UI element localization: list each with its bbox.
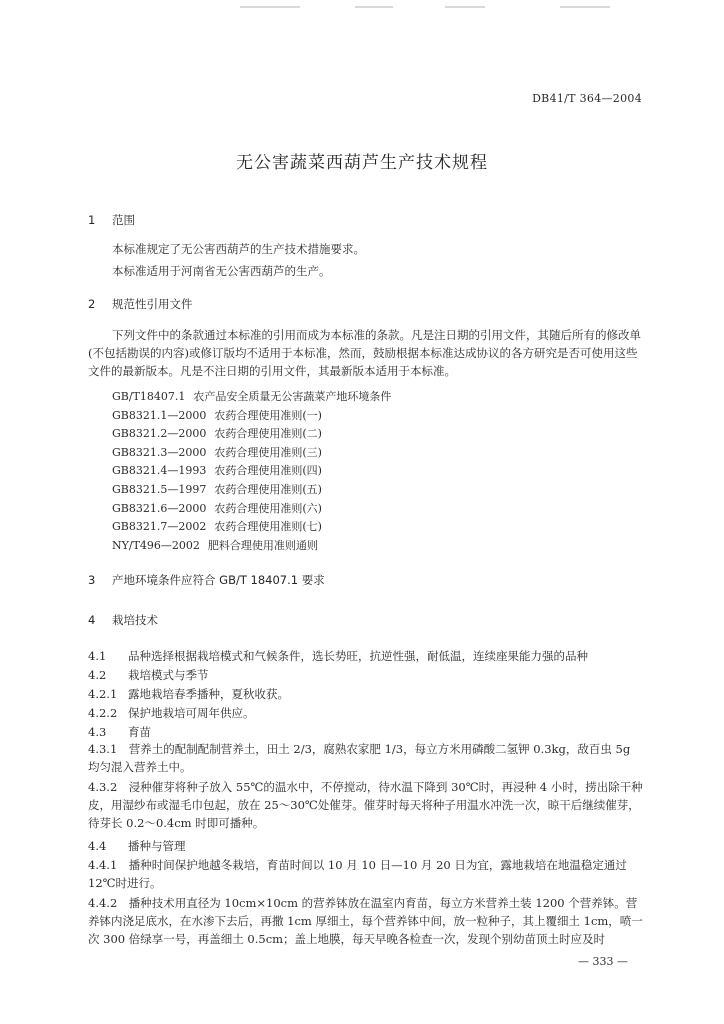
clause-4-4 xyxy=(88,838,186,854)
page-number: — 333 — xyxy=(578,955,628,968)
clause-number: 4.1 xyxy=(88,649,107,663)
reference-item xyxy=(112,481,391,500)
clause-number: 4.3 xyxy=(88,725,107,739)
page-title: 无公害蔬菜西葫芦生产技术规程 xyxy=(236,153,488,173)
clause-text: 育苗 xyxy=(128,725,151,739)
clause-text: 品种选择根据栽培模式和气候条件，选长势旺，抗逆性强，耐低温，连续座果能力强的品种 xyxy=(128,649,588,663)
reference-name: 农药合理使用准则(五) xyxy=(214,482,322,496)
reference-code: GB8321.4—1993 xyxy=(112,464,207,478)
reference-code: GB8321.2—2000 xyxy=(112,427,207,441)
scan-artifact xyxy=(560,6,610,8)
reference-code: NY/T496—2002 xyxy=(112,538,200,552)
reference-name: 农药合理使用准则(二) xyxy=(214,427,322,441)
section-title: 栽培技术 xyxy=(112,613,158,627)
reference-list xyxy=(112,388,391,555)
reference-item xyxy=(112,518,391,537)
section-number: 1 xyxy=(88,213,96,227)
reference-item xyxy=(112,407,391,426)
section-title: 范围 xyxy=(112,213,135,227)
reference-name: 农药合理使用准则(四) xyxy=(214,464,322,478)
clause-number: 4.2.1 xyxy=(88,687,118,701)
clause-4-3-2: 4.3.2 浸种催芽将种子放入 55℃的温水中，不停搅动，待水温下降到 30℃时，再浸种 4 小时，捞出除干种皮，用湿纱布或湿毛巾包起，放在 25～30℃处催芽。催芽时每天将种子用温水冲洗一次，晾干后继续催芽，待芽长 0.2～0.4cm 时即可播种。 xyxy=(88,780,643,830)
clause-4-2-2 xyxy=(88,705,255,721)
reference-code: GB8321.3—2000 xyxy=(112,445,207,459)
reference-code: GB8321.7—2002 xyxy=(112,520,207,534)
clause-4-2 xyxy=(88,667,209,683)
section-number: 3 xyxy=(88,573,96,587)
standard-number: DB41/T 364—2004 xyxy=(532,92,642,105)
section-title: 产地环境条件应符合 GB/T 18407.1 要求 xyxy=(112,573,325,587)
scan-artifact xyxy=(355,6,393,8)
clause-4-4-2: 4.4.2 播种技术用直径为 10cm×10cm 的营养钵放在温室内育苗，每立方米营养土装 1200 个营养钵。营养钵内浇足底水，在水渗下去后，再撒 1cm 厚细土，每个营养钵中间，放一粒种子，其上覆细土 1cm，喷一次 300 倍绿享一号，再盖细土 0.5cm；盖上地膜，每天早晚各检查一次，发现个别幼苗顶土时应及时 xyxy=(88,896,643,946)
reference-item xyxy=(112,444,391,463)
reference-code: GB8321.6—2000 xyxy=(112,501,207,515)
reference-item xyxy=(112,388,391,407)
section-1-paragraph: 本标准规定了无公害西葫芦的生产技术措施要求。 xyxy=(112,242,365,256)
section-title: 规范性引用文件 xyxy=(112,297,193,311)
section-4-heading xyxy=(88,612,158,628)
reference-name: 肥料合理使用准则通则 xyxy=(207,538,318,552)
clause-number: 4.2 xyxy=(88,668,107,682)
reference-code: GB8321.5—1997 xyxy=(112,482,207,496)
clause-4-4-1: 4.4.1 播种时间保护地越冬栽培，育苗时间以 10 月 10 日—10 月 20 日为宜，露地栽培在地温稳定通过 12℃时进行。 xyxy=(88,858,627,890)
reference-item xyxy=(112,425,391,444)
reference-name: 农药合理使用准则(三) xyxy=(214,445,322,459)
reference-item xyxy=(112,537,391,556)
section-1-heading xyxy=(88,212,135,228)
clause-text: 保护地栽培可周年供应。 xyxy=(128,706,255,720)
clause-number: 4.4 xyxy=(88,839,107,853)
reference-code: GB8321.1—2000 xyxy=(112,408,207,422)
section-2-intro: 下列文件中的条款通过本标准的引用而成为本标准的条款。凡是注日期的引用文件，其随后所有的修改单(不包括勘误的内容)或修订版均不适用于本标准，然而，鼓励根据本标准达成协议的各方研究是否可使用这些文件的最新版本。凡是不注日期的引用文件，其最新版本适用于本标准。 xyxy=(88,328,641,378)
reference-item xyxy=(112,500,391,519)
clause-4-3-1: 4.3.1 营养土的配制配制营养土，田土 2/3，腐熟农家肥 1/3，每立方米用磷酸二氢钾 0.3kg，敌百虫 5g 均匀混入营养土中。 xyxy=(88,742,631,774)
section-1-paragraph: 本标准适用于河南省无公害西葫芦的生产。 xyxy=(112,264,331,278)
section-2-heading xyxy=(88,296,193,312)
clause-4-2-1 xyxy=(88,686,289,702)
clause-4-3 xyxy=(88,724,151,740)
reference-code: GB/T18407.1 xyxy=(112,390,186,403)
scan-artifact xyxy=(240,6,300,8)
reference-name: 农产品安全质量无公害蔬菜产地环境条件 xyxy=(193,390,392,403)
clause-text: 露地栽培春季播种，夏秋收获。 xyxy=(128,687,289,701)
clause-4-1 xyxy=(88,648,588,664)
scan-artifact xyxy=(445,6,485,8)
reference-name: 农药合理使用准则(七) xyxy=(214,520,322,534)
clause-text: 播种与管理 xyxy=(128,839,186,853)
section-3-heading xyxy=(88,572,325,588)
clause-text: 栽培模式与季节 xyxy=(128,668,209,682)
section-number: 2 xyxy=(88,297,96,311)
reference-name: 农药合理使用准则(六) xyxy=(214,501,322,515)
reference-item xyxy=(112,462,391,481)
clause-number: 4.2.2 xyxy=(88,706,118,720)
section-number: 4 xyxy=(88,613,96,627)
reference-name: 农药合理使用准则(一) xyxy=(214,408,322,422)
